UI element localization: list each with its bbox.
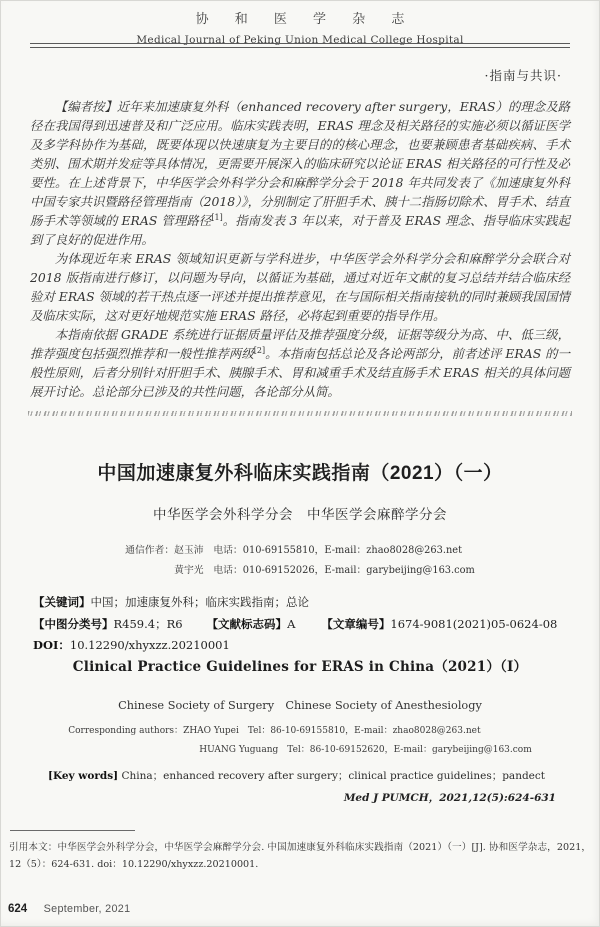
correspondence-en <box>68 722 532 760</box>
journal-citation-right: Med J PUMCH，2021,12(5):624-631 <box>343 792 556 804</box>
journal-name-en: Medical Journal of Peking Union Medical College Hospital <box>136 34 464 46</box>
correspondence-zh <box>125 541 475 581</box>
cite-this-article: 引用本文：中华医学会外科学分会，中华医学会麻醉学分会. 中国加速康复外科临床实践指南（2021）（一）[J]. 协和医学杂志，2021，12（5）：624-631. doi：10.12290/xhyxzz.20210001. <box>9 842 591 870</box>
classification-line <box>33 614 570 636</box>
clc-value: R459.4；R6 <box>113 616 183 631</box>
reference-superscript-2: [2] <box>253 345 266 355</box>
keywords-line-zh <box>33 592 570 614</box>
editor-note-paragraph-3 <box>30 325 570 401</box>
keywords-en: China；enhanced recovery after surgery；clinical practice guidelines；pandect <box>121 770 545 782</box>
article-title-zh: 中国加速康复外科临床实践指南（2021）（一） <box>97 463 503 484</box>
editor-note <box>30 97 570 401</box>
article-id-label: 【文章编号】 <box>321 616 391 631</box>
page-number: 624 <box>8 903 28 915</box>
editor-note-paragraph-1 <box>30 97 570 249</box>
keywords-zh: 中国；加速康复外科；临床实践指南；总论 <box>90 595 309 609</box>
correspondence-zh-author1: 赵玉沛 电话：010-69155810，E-mail：zhao8028@263.net <box>174 545 463 556</box>
correspondence-zh-line1 <box>125 541 475 561</box>
issue-date: September, 2021 <box>43 903 131 915</box>
correspondence-zh-wrap <box>0 541 600 581</box>
correspondence-en-author2: HUANG Yuguang Tel：86-10-69152620，E-mail：garybeijing@163.com <box>199 745 532 755</box>
correspondence-en-author1: ZHAO Yupei Tel：86-10-69155810，E-mail：zhao8028@263.net <box>183 726 481 736</box>
footnote-rule <box>10 830 135 831</box>
squiggle-divider <box>28 411 572 416</box>
journal-name-zh: 协 和 医 学 杂 志 <box>195 12 416 27</box>
reference-superscript-1: [1] <box>211 212 223 222</box>
keywords-label-en: [Key words] <box>48 770 119 782</box>
correspondence-zh-label: 通信作者： <box>125 545 175 556</box>
header-double-rule <box>30 43 570 48</box>
doc-code-label: 【文献标志码】 <box>206 616 288 631</box>
meta-block <box>33 592 570 657</box>
doc-code-value: A <box>287 616 296 631</box>
editor-note-p3-text: 本指南依据 GRADE 系统进行证据质量评估及推荐强度分级，证据等级分为高、中、低三级，推荐强度包括强烈推荐和一般性推荐两级 <box>30 327 570 361</box>
keywords-line-en <box>48 768 560 783</box>
section-label: ·指南与共识· <box>484 68 562 83</box>
journal-header <box>0 8 600 46</box>
correspondence-zh-author2: 黄宇光 电话：010-69152026，E-mail：garybeijing@163.com <box>174 565 475 576</box>
doi-line <box>33 635 570 657</box>
editor-note-p3-tail: 。本指南包括总论及各论两部分，前者述评 ERAS 的一般性原则，后者分别针对肝胆手术、胰腺手术、胃和减重手术及结直肠手术 ERAS 相关的具体问题展开讨论。总论部分已涉及的共性问题，各论部分从简。 <box>30 346 570 399</box>
doi-label: DOI： <box>33 638 70 652</box>
editor-note-p1-tail: 。指南发表 3 年以来，对于普及 ERAS 理念、指导临床实践起到了良好的促进作用。 <box>30 213 570 247</box>
doi-value: 10.12290/xhyxzz.20210001 <box>69 638 230 652</box>
clc-label: 【中图分类号】 <box>33 616 114 631</box>
correspondence-en-wrap <box>0 722 600 760</box>
page-footer <box>8 899 592 917</box>
editor-note-p1-text: 【编者按】近年来加速康复外科（enhanced recovery after surgery，ERAS）的理念及路径在我国得到迅速普及和广泛应用。临床实践表明，ERAS 理念及相关路径的实施必须以循证医学及多学科协作为基础，既要体现以快速康复为主要目的的核心理念，也要兼顾患者基础疾病、手术类别、围术期并发症等具体情况，更需要开展深入的临床研究以论证 ERAS 相关路径的可行性及必要性。在上述背景下，中华医学会外科学分会和麻醉学分会于 2018 年共同发表了《加速康复外科中国专家共识暨路径管理指南（2018）》，分别制定了肝胆手术、胰十二指肠切除术、胃手术、结直肠手术等领域的 ERAS 管理路径 <box>30 99 570 228</box>
authors-zh: 中华医学会外科学分会 中华医学会麻醉学分会 <box>153 507 447 523</box>
editor-note-paragraph-2: 为体现近年来 ERAS 领域知识更新与学科进步，中华医学会外科学分会和麻醉学分会联合对 2018 版指南进行修订，以问题为导向，以循证为基础，通过对近年文献的复习总结并结合临床经验对 ERAS 领域的若干热点逐一评述并提出推荐意见，在与国际相关指南接轨的同时兼顾我国国情及临床实际，这对更好地规范实施 ERAS 路径，必将起到重要的指导作用。 <box>30 251 570 323</box>
keywords-label-zh: 【关键词】 <box>33 595 91 609</box>
article-id-value: 1674-9081(2021)05-0624-08 <box>390 616 558 631</box>
correspondence-en-label: Corresponding authors： <box>68 726 184 736</box>
correspondence-en-line1 <box>68 722 532 741</box>
societies-en: Chinese Society of Surgery Chinese Society of Anesthesiology <box>118 699 482 712</box>
article-title-en: Clinical Practice Guidelines for ERAS in China（2021）（Ⅰ） <box>72 659 528 675</box>
